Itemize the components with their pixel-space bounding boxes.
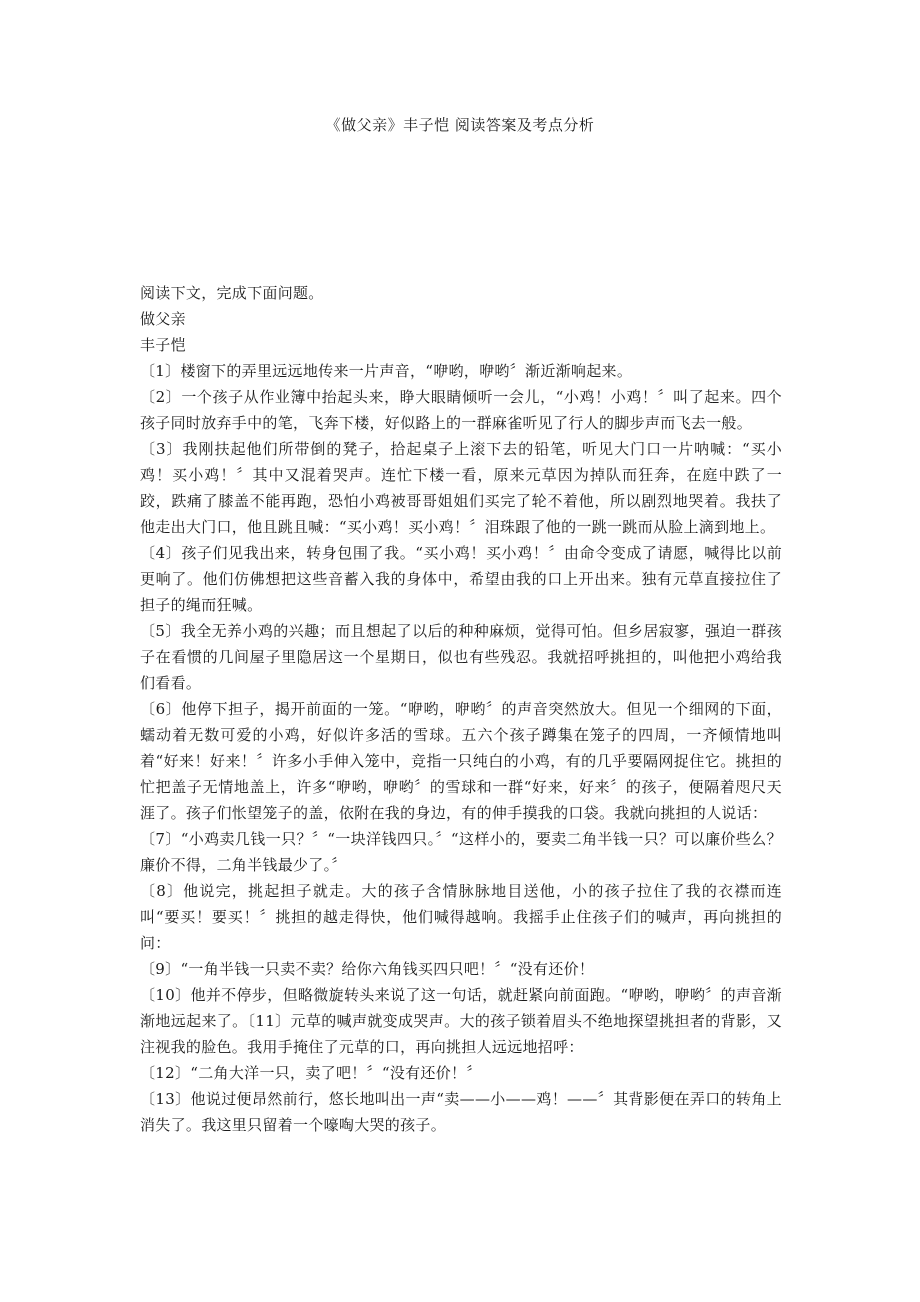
paragraph-2: 〔2〕一个孩子从作业簿中抬起头来，睁大眼睛倾听一会儿，“小鸡！小鸡！〞叫了起来。四个孩子同时放弃手中的笔，飞奔下楼，好似路上的一群麻雀听见了行人的脚步声而飞去一般。 [140,388,782,432]
article-body [140,280,782,1138]
paragraph-7: 〔7〕“小鸡卖几钱一只？〞“一块洋钱四只。〞“这样小的，要卖二角半钱一只？可以廉价些么？廉价不得，二角半钱最少了。〞 [140,830,782,874]
paragraph-5: 〔5〕我全无养小鸡的兴趣；而且想起了以后的种种麻烦，觉得可怕。但乡居寂寥，强迫一群孩子在看惯的几间屋子里隐居这一个星期日，似也有些残忍。我就招呼挑担的，叫他把小鸡给我们看看。 [140,622,782,692]
paragraph-4: 〔4〕孩子们见我出来，转身包围了我。“买小鸡！买小鸡！〞由命令变成了请愿，喊得比以前更响了。他们仿佛想把这些音蓄入我的身体中，希望由我的口上开出来。独有元草直接拉住了担子的绳而狂喊。 [140,544,782,614]
page-title: 《做父亲》丰子恺 阅读答案及考点分析 [325,116,595,134]
paragraph-3: 〔3〕我刚扶起他们所带倒的凳子，拾起桌子上滚下去的铅笔，听见大门口一片呐喊：“买小鸡！买小鸡！〞其中又混着哭声。连忙下楼一看，原来元草因为掉队而狂奔，在庭中跌了一跤，跌痛了膝盖不能再跑，恐怕小鸡被哥哥姐姐们买完了轮不着他，所以剧烈地哭着。我扶了他走出大门口，他且跳且喊：“买小鸡！买小鸡！〞泪珠跟了他的一跳一跳而从脸上滴到地上。 [140,440,782,536]
paragraph-10: 〔10〕他并不停步，但略微旋转头来说了这一句话，就赶紧向前面跑。“咿哟，咿哟〞的声音渐渐地远起来了。〔11〕元草的喊声就变成哭声。大的孩子锁着眉头不绝地探望挑担者的背影，又注视我的脸色。我用手掩住了元草的口，再向挑担人远远地招呼： [140,986,782,1056]
author-name: 丰子恺 [140,336,186,354]
paragraph-1: 〔1〕楼窗下的弄里远远地传来一片声音，“咿哟，咿哟〞渐近渐响起来。 [140,362,633,380]
paragraph-12: 〔12〕“二角大洋一只，卖了吧！〞“没有还价！〞 [140,1064,482,1082]
paragraph-8: 〔8〕他说完，挑起担子就走。大的孩子含情脉脉地目送他，小的孩子拉住了我的衣襟而连叫“要买！要买！〞挑担的越走得快，他们喊得越响。我摇手止住孩子们的喊声，再向挑担的问： [140,882,782,952]
paragraph-13: 〔13〕他说过便昂然前行，悠长地叫出一声“卖——小——鸡！——〞其背影便在弄口的转角上消失了。我这里只留着一个嚎啕大哭的孩子。 [140,1090,782,1134]
paragraph-6: 〔6〕他停下担子，揭开前面的一笼。“咿哟，咿哟〞的声音突然放大。但见一个细网的下面，蠕动着无数可爱的小鸡，好似许多活的雪球。五六个孩子蹲集在笼子的四周，一齐倾情地叫着“好来！好来！〞许多小手伸入笼中，竞指一只纯白的小鸡，有的几乎要隔网捉住它。挑担的忙把盖子无情地盖上，许多“咿哟，咿哟〞的雪球和一群“好来，好来〞的孩子，便隔着咫尺天涯了。孩子们怅望笼子的盖，依附在我的身边，有的伸手摸我的口袋。我就向挑担的人说话： [140,700,782,822]
paragraph-9: 〔9〕“一角半钱一只卖不卖？给你六角钱买四只吧！〞“没有还价！ [140,960,595,978]
article-title: 做父亲 [140,310,186,328]
intro-text: 阅读下文，完成下面问题。 [140,284,324,302]
